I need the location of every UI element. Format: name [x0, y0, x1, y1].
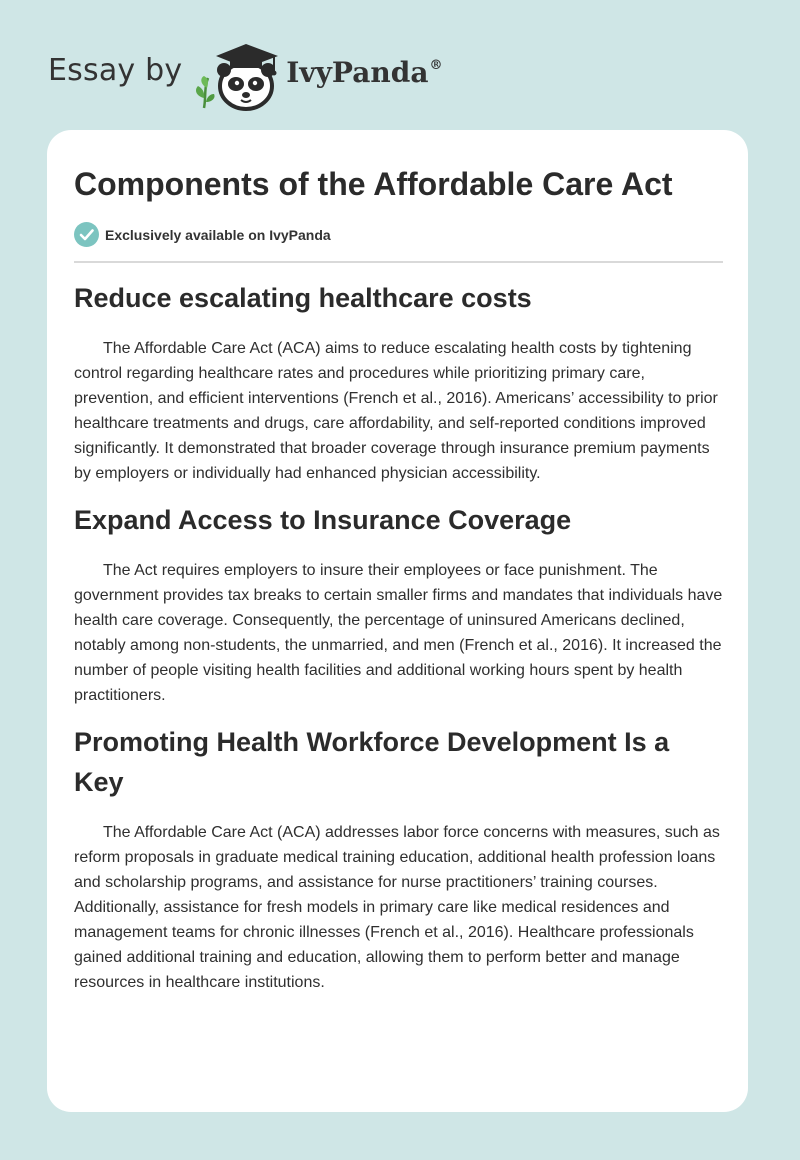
page-title: Components of the Affordable Care Act — [74, 166, 673, 202]
exclusive-badge — [74, 222, 331, 247]
section-heading: Reduce escalating healthcare costs — [74, 283, 532, 313]
title-divider — [74, 261, 723, 263]
essay-content — [74, 278, 726, 1009]
registered-mark: ® — [429, 57, 443, 73]
site-header — [48, 34, 442, 114]
exclusive-badge-label: Exclusively available on IvyPanda — [105, 226, 331, 243]
ivypanda-brand-name[interactable] — [286, 56, 442, 89]
check-circle-icon — [74, 222, 99, 247]
section-paragraph: The Affordable Care Act (ACA) aims to reduce escalating health costs by tightening control regarding healthcare rates and procedures while prioritizing primary care, prevention, and efficient interventions (French et al., 2016). Americans’ accessibility to prior healthcare treatments and drugs, care affordability, and self-reported conditions improved significantly. It demonstrated that broader coverage through insurance premium payments by employers or individually had enhanced physician accessibility. — [74, 340, 718, 482]
essay-by-label: Essay by — [48, 52, 183, 88]
section-heading: Expand Access to Insurance Coverage — [74, 505, 572, 535]
brand-name-text: IvyPanda — [286, 55, 429, 89]
section-paragraph: The Affordable Care Act (ACA) addresses labor force concerns with measures, such as reform proposals in graduate medical training education, additional health profession loans and scholarship programs, and assistance for nurse practitioners’ training courses. Additionally, assistance for fresh models in primary care like medical residences and management teams for chronic illnesses (French et al., 2016). Healthcare professionals gained additional training and education, allowing them to perform better and manage resources in healthcare institutions. — [74, 824, 720, 991]
section-heading: Promoting Health Workforce Development Is a Key — [74, 727, 670, 797]
essay-card — [47, 130, 748, 1112]
section-paragraph: The Act requires employers to insure their employees or face punishment. The government provides tax breaks to certain smaller firms and mandates that individuals have health care coverage. Consequently, the percentage of uninsured Americans declined, notably among non-students, the unmarried, and men (French et al., 2016). It increased the number of people visiting health facilities and additional working hours spent by health practitioners. — [74, 562, 723, 704]
ivypanda-logo-icon[interactable] — [192, 36, 284, 112]
